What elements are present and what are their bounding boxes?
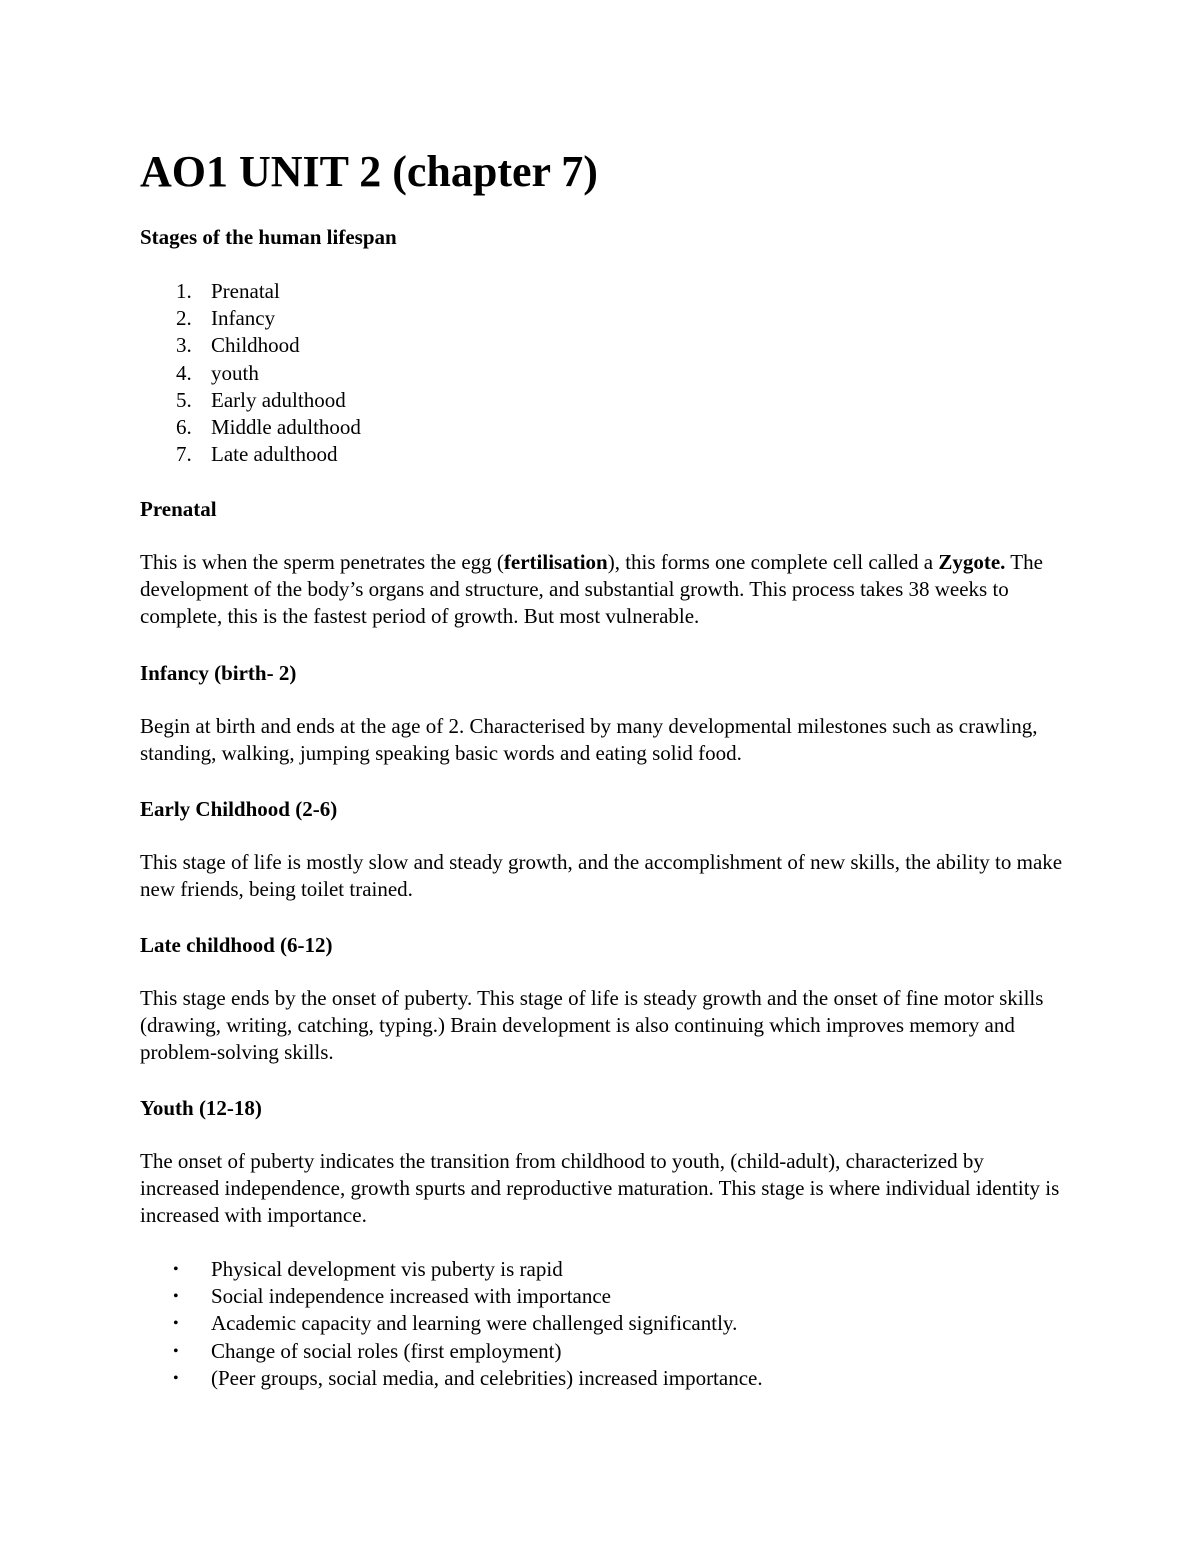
early-childhood-paragraph: This stage of life is mostly slow and steady growth, and the accomplishment of new skills, the ability to make new friends, being toilet trained. xyxy=(140,850,1063,902)
prenatal-heading: Prenatal xyxy=(140,497,217,521)
youth-paragraph: The onset of puberty indicates the transition from childhood to youth, (child-adult), characterized by increased independence, growth spurts and reproductive maturation. This stage is where individual identity is increased with importance. xyxy=(140,1149,1060,1228)
late-childhood-heading: Late childhood (6-12) xyxy=(140,933,333,957)
stages-heading: Stages of the human lifespan xyxy=(140,225,397,249)
prenatal-paragraph xyxy=(140,549,1065,631)
infancy-heading: Infancy (birth- 2) xyxy=(140,661,297,685)
youth-heading: Youth (12-18) xyxy=(140,1096,262,1120)
list-item xyxy=(140,360,361,387)
list-item-text: Middle adulthood xyxy=(211,414,361,439)
zygote-term: Zygote. xyxy=(938,550,1006,574)
list-item-text: Childhood xyxy=(211,333,300,358)
list-item xyxy=(140,278,361,305)
prenatal-text-part: This is when the sperm penetrates the egg ( xyxy=(140,550,504,574)
list-item-text: Academic capacity and learning were challenged significantly. xyxy=(211,1311,738,1336)
list-item xyxy=(140,414,361,441)
list-item xyxy=(140,305,361,332)
fertilisation-term: fertilisation xyxy=(503,550,608,574)
list-item-text: (Peer groups, social media, and celebrities) increased importance. xyxy=(211,1365,763,1390)
list-item xyxy=(140,387,361,414)
list-item-text: Prenatal xyxy=(211,279,280,303)
list-number: 7. xyxy=(176,442,192,467)
document-title: AO1 UNIT 2 (chapter 7) xyxy=(140,147,598,196)
bullet-icon: • xyxy=(173,1261,179,1278)
list-number: 4. xyxy=(176,360,192,385)
list-item-text: Change of social roles (first employment) xyxy=(211,1338,562,1363)
list-item-text: Physical development vis puberty is rapid xyxy=(211,1257,563,1281)
bullet-icon: • xyxy=(173,1369,179,1387)
list-item-text: Late adulthood xyxy=(211,442,338,467)
list-number: 1. xyxy=(176,279,192,303)
list-item-text: Early adulthood xyxy=(211,387,346,412)
list-item-text: Social independence increased with importance xyxy=(211,1284,612,1309)
bullet-icon: • xyxy=(173,1315,179,1333)
list-item xyxy=(140,332,361,359)
early-childhood-heading: Early Childhood (2-6) xyxy=(140,797,338,821)
list-item-text: Infancy xyxy=(211,306,276,331)
list-item xyxy=(140,441,361,468)
list-number: 5. xyxy=(176,387,192,412)
list-number: 6. xyxy=(176,414,192,439)
bullet-icon: • xyxy=(173,1342,179,1360)
list-item xyxy=(140,1365,763,1392)
list-item xyxy=(140,1283,763,1310)
bullet-icon: • xyxy=(173,1288,179,1306)
list-number: 3. xyxy=(176,333,192,358)
list-item-text: youth xyxy=(211,360,259,385)
list-item xyxy=(140,1338,763,1365)
prenatal-text-part: The development of the body’s organs and structure, and substantial growth. This process takes 38 weeks to complete, this is the fastest period of growth. But most vulnerable. xyxy=(140,550,1043,629)
stages-list xyxy=(140,278,361,468)
list-item xyxy=(140,1310,763,1337)
list-number: 2. xyxy=(176,306,192,331)
prenatal-text-part: ), this forms one complete cell called a xyxy=(607,550,939,574)
infancy-paragraph: Begin at birth and ends at the age of 2. Characterised by many developmental milestones such as crawling, standing, walking, jumping speaking basic words and eating solid food. xyxy=(140,714,1038,766)
late-childhood-paragraph: This stage ends by the onset of puberty. This stage of life is steady growth and the onset of fine motor skills (drawing, writing, catching, typing.) Brain development is also continuing which improves memory and problem-solving skills. xyxy=(140,986,1044,1065)
youth-bullet-list xyxy=(140,1256,763,1392)
list-item xyxy=(140,1256,763,1283)
